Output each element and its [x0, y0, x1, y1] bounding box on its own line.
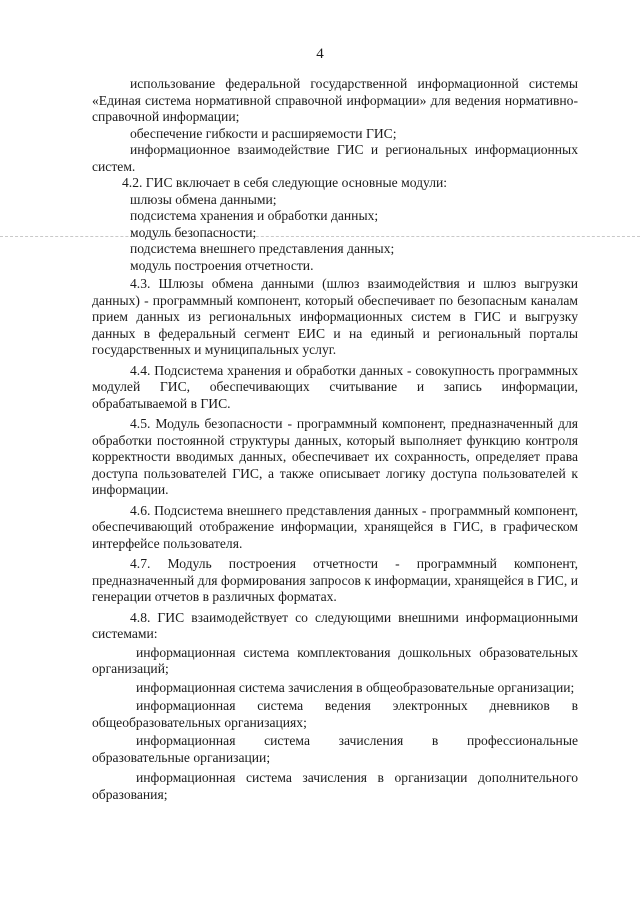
page-number: 4 [316, 46, 324, 62]
paragraph-4-4: 4.4. Подсистема хранения и обработки данных - совокупность программных модулей ГИС, обеспечивающих считывание и запись информации, обрабатываемой в ГИС. [92, 362, 578, 411]
external-system-item: информационная система зачисления в общеобразовательные организации; [136, 679, 575, 695]
paragraph-4-5: 4.5. Модуль безопасности - программный компонент, предназначенный для обработки постоянной структуры данных, который выполняет функцию контроля корректности вводимых данных, обеспечивает их сохранность, определяет права доступа пользователей ГИС, а также описывает логику доступа пользователей к информации. [92, 416, 578, 497]
paragraph-4-3: 4.3. Шлюзы обмена данными (шлюз взаимодействия и шлюз выгрузки данных) - программный компонент, который обеспечивает по безопасным каналам прием данных из региональных информационных систем в ГИС и выгрузку данных в федеральный сегмент ЕИС и на единый и региональный порталы государственных и муниципальных услуг. [92, 276, 578, 357]
external-system-item: информационная система комплектования дошкольных образовательных организаций; [92, 644, 578, 676]
module-list-item: подсистема внешнего представления данных; [130, 241, 395, 256]
paragraph-4-8: 4.8. ГИС взаимодействует со следующими внешними информационными системами: [92, 609, 578, 641]
paragraph-interaction: информационное взаимодействие ГИС и региональных информационных систем. [92, 142, 578, 174]
paragraph-flexibility: обеспечение гибкости и расширяемости ГИС; [130, 125, 397, 141]
external-system-item: информационная система зачисления в организации дополнительного образования; [92, 770, 578, 802]
module-list-item: модуль построения отчетности. [130, 257, 314, 273]
external-system-item: информационная система ведения электронных дневников в общеобразовательных организациях; [92, 698, 578, 730]
document-body [92, 76, 578, 803]
module-list-item: шлюзы обмена данными; [130, 191, 277, 207]
paragraph-ehr-nsi: использование федеральной государственной информационной системы «Единая система нормативной справочной информации» для ведения нормативно-справочной информации; [92, 76, 578, 124]
module-list-item: подсистема хранения и обработки данных; [130, 208, 379, 223]
paragraph-4-6: 4.6. Подсистема внешнего представления данных - программный компонент, обеспечивающий отображение информации, хранящейся в ГИС, в графическом интерфейсе пользователя. [92, 502, 578, 551]
paragraph-4-2: 4.2. ГИС включает в себя следующие основные модули: [122, 175, 448, 190]
external-system-item: информационная система зачисления в профессиональные образовательные организации; [92, 733, 578, 765]
paragraph-4-7: 4.7. Модуль построения отчетности - программный компонент, предназначенный для формирования запросов к информации, хранящейся в ГИС, и генерации отчетов в различных форматах. [92, 556, 578, 604]
module-list-item: модуль безопасности; [130, 224, 257, 240]
